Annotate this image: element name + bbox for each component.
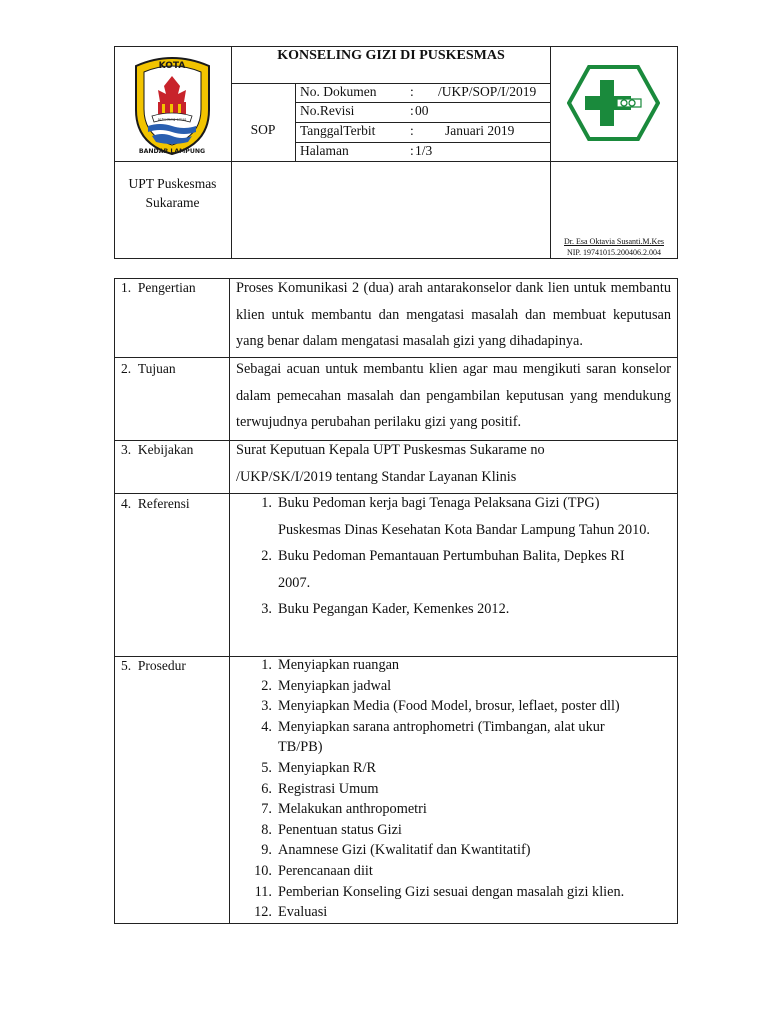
signatory: [551, 236, 677, 258]
meta-label-halaman: Halaman: [300, 143, 349, 158]
signatory-nip: NIP. 19741015.200406.2.004: [566, 248, 661, 257]
list-item: 2. Menyiapkan jadwal: [261, 677, 392, 694]
meta-sep-halaman: :: [410, 143, 414, 158]
meta-value-revisi: 00: [415, 103, 429, 118]
prosedur-list: [250, 655, 660, 923]
referensi-list: [250, 490, 655, 623]
pengertian-text: Proses Komunikasi 2 (dua) arah antarakonselor dank lien untuk membantu klien untuk membantu dan mengatasi masalah dan membuat keputusan yang benar dalam mengatasi masalah gizi yang dihadapinya.: [236, 280, 671, 349]
list-item: 11. Pemberian Konseling Gizi sesuai dengan masalah gizi klien.: [254, 883, 625, 900]
document-title: KONSELING GIZI DI PUSKESMAS: [277, 48, 505, 63]
section-label-kebijakan: 3. Kebijakan: [121, 442, 194, 457]
logo-top-text: KOTA: [158, 61, 186, 71]
list-item: 3. Buku Pegangan Kader, Kemenkes 2012.: [261, 601, 510, 617]
list-item: 1. Buku Pedoman kerja bagi Tenaga Pelaksana Gizi (TPG) Puskesmas Dinas Kesehatan Kota Bandar Lampung Tahun 2010.: [261, 495, 650, 538]
unit-name-line1: UPT Puskesmas: [128, 176, 217, 191]
list-item: 3. Menyiapkan Media (Food Model, brosur, leflaet, poster dll): [261, 698, 620, 715]
meta-sep-revisi: :: [410, 103, 414, 118]
city-logo: [130, 52, 215, 156]
unit-name: [114, 174, 231, 212]
logo-bottom-text: BANDAR LAMPUNG: [138, 148, 206, 155]
section-label-tujuan: 2. Tujuan: [121, 361, 176, 376]
meta-value-dokumen: /UKP/SOP/I/2019: [438, 84, 537, 99]
meta-value-terbit: Januari 2019: [445, 123, 515, 138]
list-item: 7. Melakukan anthropometri: [261, 801, 427, 818]
meta-sep-dokumen: :: [410, 84, 414, 99]
list-item: 2. Buku Pedoman Pemantauan Pertumbuhan Balita, Depkes RI 2007.: [261, 548, 625, 591]
section-label-referensi: 4. Referensi: [121, 496, 190, 511]
list-item: 4. Menyiapkan sarana antrophometri (Timbangan, alat ukur TB/PB): [261, 718, 605, 756]
list-item: 10. Perencanaan diit: [254, 862, 373, 879]
kebijakan-line1: Surat Keputuan Kepala UPT Puskesmas Sukarame no: [236, 442, 545, 458]
meta-label-dokumen: No. Dokumen: [300, 84, 377, 99]
meta-value-halaman: 1/3: [415, 143, 433, 158]
unit-name-line2: Sukarame: [145, 195, 200, 210]
meta-label-revisi: No.Revisi: [300, 103, 355, 118]
section-label-pengertian: 1. Pengertian: [121, 280, 196, 295]
logo-ribbon-text: sebudang emas: [157, 117, 187, 122]
list-item: 9. Anamnese Gizi (Kwalitatif dan Kwantitatif): [261, 842, 531, 859]
signatory-name: Dr. Esa Oktavia Susanti.M.Kes: [564, 237, 664, 246]
section-label-prosedur: 5. Prosedur: [121, 658, 186, 673]
kebijakan-text: [236, 437, 671, 490]
tujuan-text: Sebagai acuan untuk membantu klien agar mau mengikuti saran konselor dalam pemecahan masalah dan pengambilan keputusan yang mendukung terwujudnya perubahan perilaku gizi yang positif.: [236, 361, 671, 430]
list-item: 6. Registrasi Umum: [261, 780, 379, 797]
list-item: 5. Menyiapkan R/R: [261, 759, 377, 776]
puskesmas-logo: [567, 64, 660, 142]
kebijakan-line2: /UKP/SK/I/2019 tentang Standar Layanan Klinis: [236, 468, 517, 485]
list-item: 1. Menyiapkan ruangan: [261, 657, 400, 673]
sop-label: SOP: [250, 122, 276, 137]
list-item: 12. Evaluasi: [254, 904, 328, 921]
list-item: 8. Penentuan status Gizi: [261, 821, 402, 838]
meta-sep-terbit: :: [410, 123, 414, 138]
meta-label-terbit: TanggalTerbit: [300, 123, 376, 138]
